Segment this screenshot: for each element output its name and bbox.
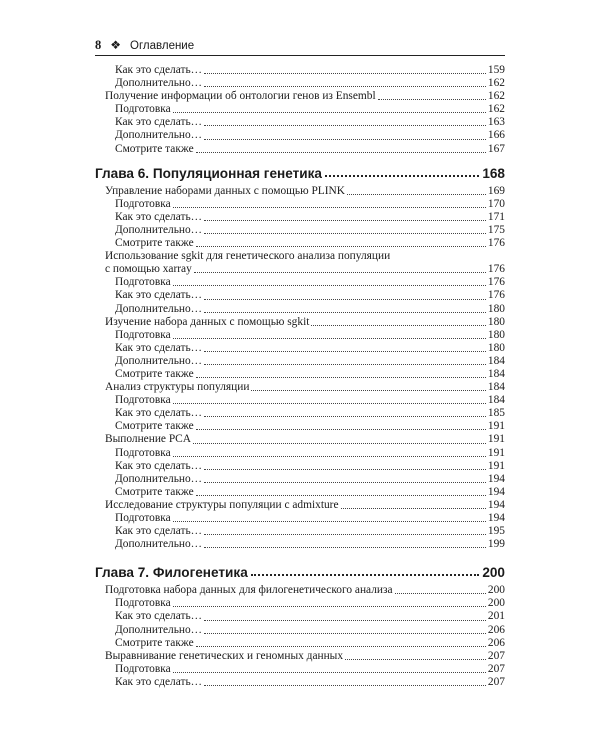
toc-entry-text: Управление наборами данных с помощью PLINK: [105, 184, 345, 197]
toc-subentry[interactable]: [95, 237, 505, 250]
toc-entry-page: 194: [487, 472, 505, 485]
toc-section-entry[interactable]: [95, 433, 505, 446]
toc-entry-text: Подготовка: [115, 394, 171, 407]
toc-entry-page: 159: [487, 64, 505, 76]
toc-entry-page: 175: [487, 223, 505, 236]
dot-leader: [251, 574, 480, 576]
dot-leader: [173, 285, 486, 286]
toc-section-entry[interactable]: [95, 584, 505, 597]
toc-entry-page: 180: [487, 315, 505, 328]
running-header-title: Оглавление: [130, 39, 195, 52]
toc-entry-text: Подготовка: [115, 197, 171, 210]
toc-subentry[interactable]: [95, 407, 505, 420]
toc-entry-text: Как это сделать…: [115, 289, 203, 302]
toc-subentry[interactable]: [95, 355, 505, 368]
toc-subentry[interactable]: [95, 394, 505, 407]
dot-leader: [204, 299, 486, 300]
toc-entry-text: Дополнительно…: [115, 538, 203, 551]
toc-entry-text: Дополнительно…: [115, 472, 203, 485]
dot-leader: [204, 482, 486, 483]
toc-entry-text: Смотрите также: [115, 636, 194, 649]
toc-entry-page: 171: [487, 210, 505, 223]
dot-leader: [173, 606, 486, 607]
toc-subentry[interactable]: [95, 538, 505, 551]
dot-leader: [204, 364, 486, 365]
dot-leader: [204, 469, 486, 470]
toc-continued-entries: [95, 64, 505, 156]
toc-subentry[interactable]: [95, 143, 505, 156]
toc-entry-page: 180: [487, 302, 505, 315]
toc-entry-page: 169: [487, 184, 505, 197]
chapter-7-entries: [95, 584, 505, 689]
dot-leader: [341, 508, 486, 509]
toc-entry-page: 162: [487, 103, 505, 116]
toc-entry-page: 162: [487, 90, 505, 103]
toc-entry-page: 176: [487, 289, 505, 302]
dot-leader: [173, 403, 486, 404]
chapter-6-entries: [95, 185, 505, 250]
toc-entry-text: Подготовка: [115, 328, 171, 341]
dot-leader: [395, 593, 486, 594]
toc-entry-text: Как это сделать…: [115, 675, 203, 688]
toc-entry-sgkit[interactable]: [95, 250, 505, 263]
toc-subentry[interactable]: [95, 303, 505, 316]
dot-leader: [173, 207, 486, 208]
dot-leader: [345, 659, 486, 660]
toc-subentry[interactable]: [95, 289, 505, 302]
toc-section-entry[interactable]: [95, 90, 505, 103]
toc-entry-page: 206: [487, 636, 505, 649]
toc-entry-text: Как это сделать…: [115, 341, 203, 354]
dot-leader: [204, 351, 486, 352]
toc-entry-page: 170: [487, 197, 505, 210]
toc-entry-page: 184: [487, 354, 505, 367]
dot-leader: [204, 633, 486, 634]
toc-entry-page: 191: [487, 446, 505, 459]
toc-subentry[interactable]: [95, 624, 505, 637]
toc-entry-page: 180: [487, 341, 505, 354]
toc-entry-page: 195: [487, 525, 505, 538]
toc-entry-text: Как это сделать…: [115, 525, 203, 538]
toc-subentry[interactable]: [95, 103, 505, 116]
dot-leader: [204, 220, 486, 221]
toc-entry-text: Как это сделать…: [115, 116, 203, 129]
toc-entry-text: Смотрите также: [115, 142, 194, 155]
dot-leader: [204, 125, 486, 126]
toc-subentry[interactable]: [95, 597, 505, 610]
toc-subentry[interactable]: [95, 460, 505, 473]
toc-entry-page: 162: [487, 77, 505, 90]
toc-subentry[interactable]: [95, 116, 505, 129]
page-number: 8: [95, 38, 102, 52]
toc-subentry[interactable]: [95, 486, 505, 499]
toc-section-entry[interactable]: [95, 185, 505, 198]
toc-entry-text: Выполнение PCA: [105, 433, 191, 446]
chapter-6-heading[interactable]: [95, 164, 505, 181]
toc-subentry[interactable]: [95, 525, 505, 538]
toc-entry-text: Смотрите также: [115, 367, 194, 380]
toc-entry-page: 194: [487, 512, 505, 524]
toc-entry-page: 207: [487, 662, 505, 675]
toc-entry-text: Смотрите также: [115, 420, 194, 433]
dot-leader: [347, 194, 486, 195]
toc-entry-text: Подготовка: [115, 103, 171, 116]
toc-subentry[interactable]: [95, 224, 505, 237]
toc-subentry[interactable]: [95, 198, 505, 211]
ornament-icon: ❖: [110, 38, 122, 52]
dot-leader: [173, 672, 486, 673]
dot-leader: [204, 534, 486, 535]
toc-entry-page: 207: [487, 649, 505, 662]
toc-subentry[interactable]: [95, 329, 505, 342]
toc-subentry[interactable]: [95, 129, 505, 142]
dot-leader: [204, 620, 486, 621]
toc-entry-text: Как это сделать…: [115, 64, 203, 76]
toc-entry-text: Дополнительно…: [115, 623, 203, 636]
dot-leader: [196, 246, 486, 247]
dot-leader: [204, 139, 486, 140]
toc-entry-text: Подготовка: [115, 512, 171, 524]
toc-entry-text: Получение информации об онтологии генов из Ensembl: [105, 90, 376, 103]
dot-leader: [204, 416, 486, 417]
chapter-title: Глава 6. Популяционная генетика: [95, 165, 322, 181]
toc-entry-text: Подготовка: [115, 597, 171, 610]
dot-leader: [378, 99, 486, 100]
toc-entry-page: 163: [487, 116, 505, 129]
toc-section-entry[interactable]: [95, 316, 505, 329]
dot-leader: [196, 377, 486, 378]
chapter-title: Глава 7. Филогенетика: [95, 565, 248, 581]
toc-subentry[interactable]: [95, 610, 505, 623]
chapter-6-entries-continued: [95, 276, 505, 551]
toc-subentry[interactable]: [95, 368, 505, 381]
toc-entry-page: 167: [487, 142, 505, 155]
dot-leader: [194, 272, 486, 273]
dot-leader: [196, 429, 486, 430]
toc-entry-text: Дополнительно…: [115, 302, 203, 315]
toc-subentry[interactable]: [95, 211, 505, 224]
toc-subentry[interactable]: [95, 637, 505, 650]
dot-leader: [325, 175, 479, 177]
running-header: [95, 38, 505, 53]
toc-entry-page: 206: [487, 623, 505, 636]
dot-leader: [196, 495, 486, 496]
toc-entry-text: Выравнивание генетических и геномных данных: [105, 649, 344, 662]
toc-subentry[interactable]: [95, 276, 505, 289]
header-rule: [95, 55, 505, 56]
toc-entry-text: Дополнительно…: [115, 129, 203, 142]
toc-entry-page: 200: [487, 584, 505, 597]
toc-entry-page: 176: [487, 237, 505, 250]
toc-entry-sgkit-cont[interactable]: [95, 263, 505, 276]
dot-leader: [251, 390, 485, 391]
toc-entry-page: 184: [487, 394, 505, 407]
toc-entry-text: Изучение набора данных с помощью sgkit: [105, 315, 310, 328]
toc-entry-page: 191: [487, 433, 505, 446]
dot-leader: [204, 547, 486, 548]
chapter-page: 200: [482, 565, 505, 581]
toc-entry-text: Подготовка: [115, 662, 171, 675]
toc-section-entry[interactable]: [95, 381, 505, 394]
table-of-contents: [95, 64, 505, 689]
toc-entry-text: Подготовка набора данных для филогенетического анализа: [105, 584, 393, 597]
toc-entry-text: Исследование структуры популяции с admixture: [105, 498, 339, 511]
toc-entry-page: 207: [487, 675, 505, 688]
toc-subentry[interactable]: [95, 64, 505, 77]
toc-subentry[interactable]: [95, 663, 505, 676]
toc-entry-text: Как это сделать…: [115, 459, 203, 472]
dot-leader: [196, 646, 486, 647]
toc-entry-page: 200: [487, 597, 505, 610]
dot-leader: [204, 312, 486, 313]
toc-subentry[interactable]: [95, 512, 505, 525]
toc-entry-text: Как это сделать…: [115, 610, 203, 623]
toc-entry-text: Подготовка: [115, 276, 171, 289]
toc-entry-text: с помощью xarray: [105, 263, 192, 276]
toc-entry-text: Использование sgkit для генетического анализа популяции: [105, 250, 391, 263]
toc-subentry[interactable]: [95, 676, 505, 689]
toc-section-entry[interactable]: [95, 499, 505, 512]
toc-entry-page: 184: [487, 381, 505, 394]
toc-entry-page: 191: [487, 420, 505, 433]
toc-entry-page: 199: [487, 538, 505, 551]
toc-subentry[interactable]: [95, 473, 505, 486]
toc-entry-page: 166: [487, 129, 505, 142]
dot-leader: [173, 338, 486, 339]
dot-leader: [311, 325, 486, 326]
chapter-7-heading[interactable]: [95, 563, 505, 580]
toc-entry-page: 191: [487, 459, 505, 472]
toc-entry-text: Как это сделать…: [115, 407, 203, 420]
toc-entry-page: 194: [487, 498, 505, 511]
toc-subentry[interactable]: [95, 342, 505, 355]
toc-entry-text: Анализ структуры популяции: [105, 381, 250, 394]
toc-entry-page: 176: [487, 276, 505, 289]
dot-leader: [196, 152, 486, 153]
toc-entry-text: Дополнительно…: [115, 77, 203, 90]
toc-subentry[interactable]: [95, 447, 505, 460]
toc-entry-page: 201: [487, 610, 505, 623]
toc-entry-text: Смотрите также: [115, 237, 194, 250]
dot-leader: [173, 521, 486, 522]
dot-leader: [173, 112, 486, 113]
toc-entry-page: 194: [487, 485, 505, 498]
dot-leader: [204, 685, 486, 686]
toc-entry-text: Смотрите также: [115, 485, 194, 498]
dot-leader: [204, 73, 486, 74]
toc-entry-page: 180: [487, 328, 505, 341]
dot-leader: [204, 86, 486, 87]
toc-section-entry[interactable]: [95, 650, 505, 663]
toc-subentry[interactable]: [95, 420, 505, 433]
toc-entry-text: Дополнительно…: [115, 223, 203, 236]
toc-entry-page: 176: [487, 263, 505, 276]
toc-subentry[interactable]: [95, 77, 505, 90]
toc-entry-text: Как это сделать…: [115, 210, 203, 223]
toc-entry-text: Подготовка: [115, 446, 171, 459]
dot-leader: [204, 233, 486, 234]
chapter-page: 168: [482, 165, 505, 181]
toc-entry-text: Дополнительно…: [115, 354, 203, 367]
toc-entry-page: 184: [487, 367, 505, 380]
toc-entry-page: 185: [487, 407, 505, 420]
dot-leader: [193, 443, 486, 444]
dot-leader: [173, 456, 486, 457]
